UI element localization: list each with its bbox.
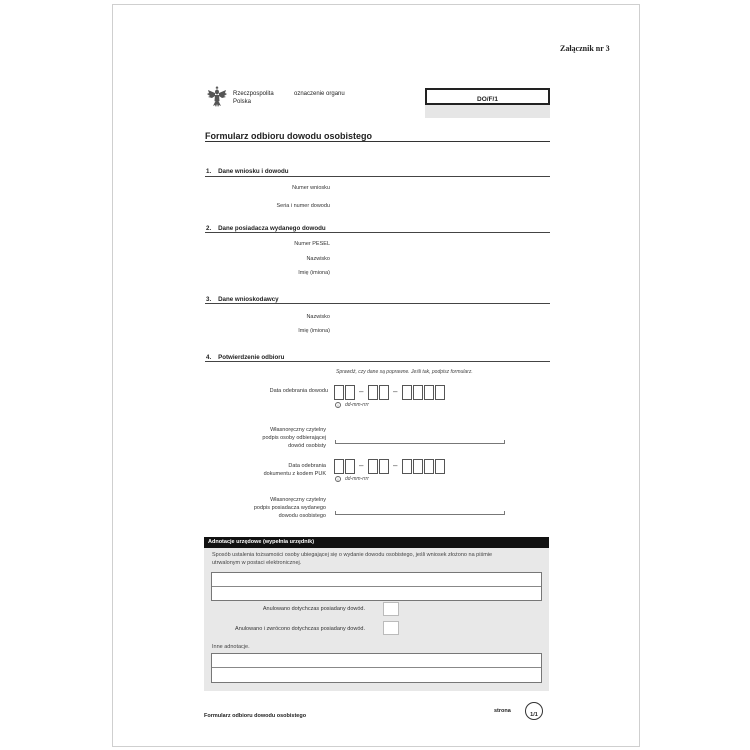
day-digit[interactable] <box>345 385 355 400</box>
year-digit[interactable] <box>435 459 445 474</box>
year-digit[interactable] <box>402 459 412 474</box>
notes-field-divider <box>212 667 541 668</box>
holder-firstname-label: Imię (imiona) <box>298 270 330 276</box>
applicant-firstname-label: Imię (imiona) <box>298 328 330 334</box>
holder-signature-label: Własnoręczny czytelny podpis posiadacza wydanego dowodu osobistego <box>253 497 326 519</box>
section-4-heading: 4. Potwierdzenie odbioru <box>206 354 285 361</box>
section-3-rule <box>205 303 550 304</box>
receiver-signature-line[interactable] <box>335 440 505 444</box>
page-title: Formularz odbioru dowodu osobistego <box>205 131 372 141</box>
pesel-label: Numer PESEL <box>294 241 330 247</box>
month-digit[interactable] <box>379 385 389 400</box>
country-line-1: Rzeczpospolita <box>233 91 274 97</box>
section-1-rule <box>205 176 550 177</box>
info-icon: i <box>335 402 341 408</box>
title-rule <box>205 141 550 142</box>
day-digit[interactable] <box>334 385 344 400</box>
id-series-number-label: Seria i numer dowodu <box>276 203 330 209</box>
cancelled-label: Anulowano dotychczas posiadany dowód. <box>262 606 365 612</box>
holder-surname-label: Nazwisko <box>306 256 330 262</box>
application-number-label: Numer wniosku <box>292 185 330 191</box>
date-format-hint: dd-mm-rrrr <box>345 402 369 408</box>
attachment-label: Załącznik nr 3 <box>560 44 610 53</box>
holder-signature-line[interactable] <box>335 511 505 515</box>
verification-instruction: Sprawdź, czy dane są poprawne. Jeśli tak, podpisz formularz. <box>336 369 473 375</box>
year-digit[interactable] <box>424 385 434 400</box>
form-code: DO/F/1 <box>477 96 498 103</box>
identity-method-text: Sposób ustalenia tożsamości osoby ubiegającej się o wydanie dowodu osobistego, jeśli wniosek złożono na piśmie utrwalonym w postaci elektronicznej. <box>212 552 493 566</box>
cancelled-checkbox[interactable] <box>383 602 399 616</box>
section-4-rule <box>205 361 550 362</box>
date-format-hint: dd-mm-rrrr <box>345 476 369 482</box>
other-notes-field[interactable] <box>211 653 542 683</box>
section-2-heading: 2. Dane posiadacza wydanego dowodu <box>206 225 326 232</box>
page-number: 1/1 <box>530 712 538 718</box>
official-annotations-heading: Adnotacje urzędowe (wypełnia urzędnik) <box>204 537 549 548</box>
date-received-label: Data odebrania dowodu <box>269 388 328 394</box>
identity-field-divider <box>212 586 541 587</box>
section-1-heading: 1. Dane wniosku i dowodu <box>206 168 289 175</box>
month-digit[interactable] <box>368 385 378 400</box>
applicant-surname-label: Nazwisko <box>306 314 330 320</box>
receiver-signature-label: Własnoręczny czytelny podpis osoby odbierającej dowód osobisty <box>262 427 326 449</box>
info-icon: i <box>335 476 341 482</box>
eagle-emblem-icon <box>206 84 228 108</box>
year-digit[interactable] <box>413 459 423 474</box>
year-digit[interactable] <box>424 459 434 474</box>
form-code-box <box>425 88 550 105</box>
page-label: strona <box>494 708 511 714</box>
year-digit[interactable] <box>402 385 412 400</box>
date-separator: – <box>359 387 364 396</box>
cancelled-returned-label: Anulowano i zwrócono dotychczas posiadany dowód. <box>235 626 365 632</box>
day-digit[interactable] <box>334 459 344 474</box>
country-line-2: Polska <box>233 99 252 105</box>
year-digit[interactable] <box>435 385 445 400</box>
footer-form-name: Formularz odbioru dowodu osobistego <box>204 713 307 719</box>
day-digit[interactable] <box>345 459 355 474</box>
month-digit[interactable] <box>379 459 389 474</box>
date-separator: – <box>393 461 398 470</box>
cancelled-returned-checkbox[interactable] <box>383 621 399 635</box>
date-separator: – <box>359 461 364 470</box>
page-number-badge <box>525 702 543 720</box>
authority-label: oznaczenie organu <box>294 91 345 97</box>
date-puk-label: Data odebrania dokumentu z kodem PUK <box>263 463 326 477</box>
year-digit[interactable] <box>413 385 423 400</box>
section-3-heading: 3. Dane wnioskodawcy <box>206 296 279 303</box>
section-2-rule <box>205 232 550 233</box>
month-digit[interactable] <box>368 459 378 474</box>
date-separator: – <box>393 387 398 396</box>
other-notes-label: Inne adnotacje. <box>212 644 250 650</box>
authority-field[interactable] <box>425 105 550 118</box>
